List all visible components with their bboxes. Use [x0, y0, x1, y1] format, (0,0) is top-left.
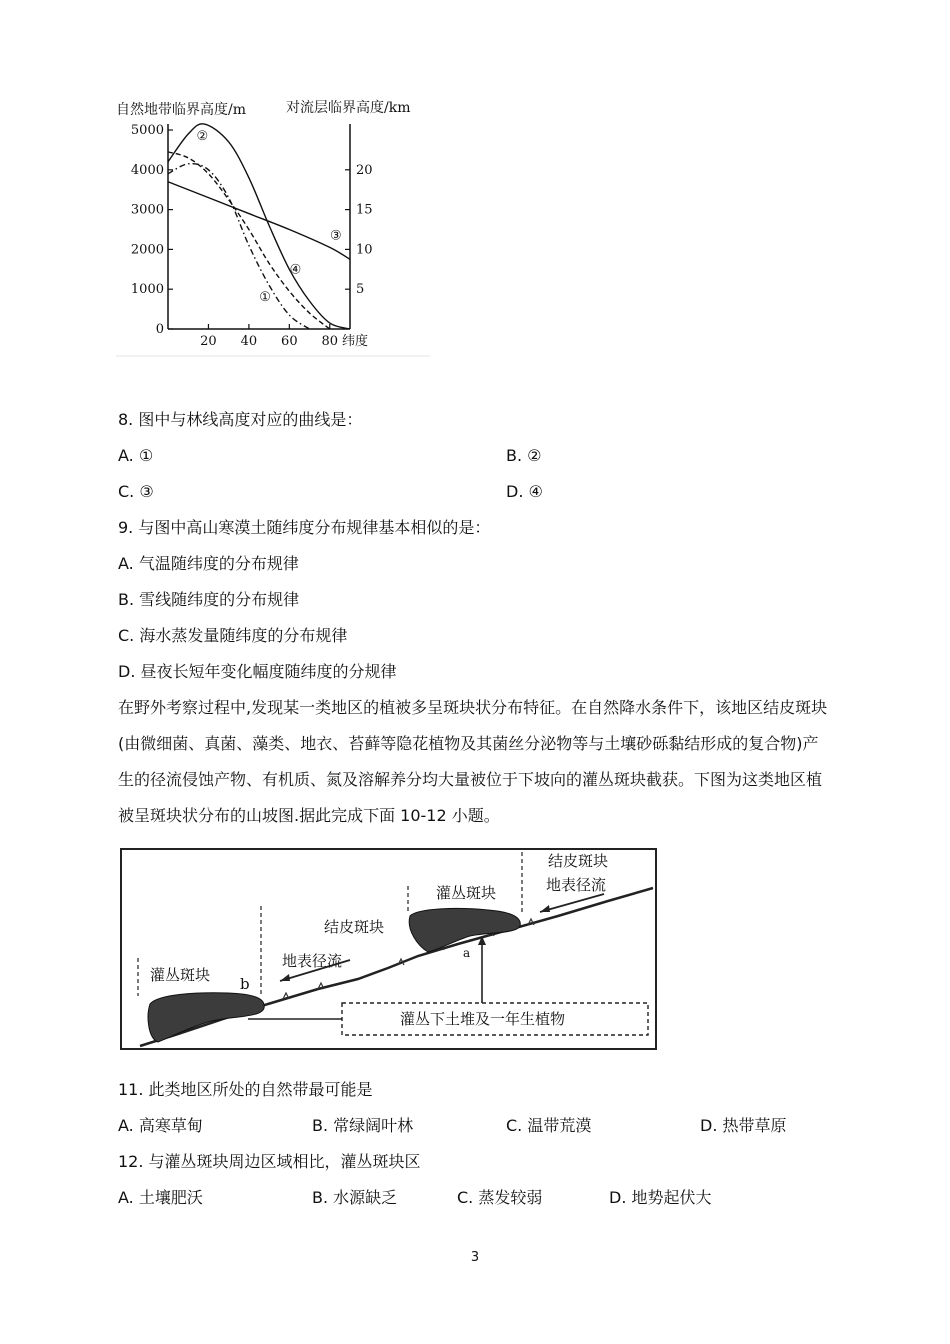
y-left-tick-label: 1000 [130, 282, 164, 298]
y-left-tick-label: 3000 [130, 202, 164, 218]
label-a: a [463, 946, 471, 960]
q11-option-d[interactable]: D. 热带草原 [700, 1116, 787, 1135]
chart-ylabel-right: 对流层临界高度/km [286, 100, 411, 116]
q11-stem: 11. 此类地区所处的自然带最可能是 [118, 1080, 373, 1099]
series-label: ③ [330, 228, 342, 244]
q12-option-c[interactable]: C. 蒸发较弱 [457, 1188, 543, 1207]
passage-text: 在野外考察过程中,发现某一类地区的植被多呈斑块状分布特征。在自然降水条件下，该地区结皮斑块(由微细菌、真菌、藻类、地衣、苔藓等隐花植物及其菌丝分泌物等与土壤砂砾黏结形成的复合物)产生的径流侵蚀产物、有机质、氮及溶解养分均大量被位于下坡向的灌丛斑块截获。下图为这类地区植被呈斑块状分布的山坡图.据此完成下面 10-12 小题。 [118, 698, 828, 825]
x-axis-label: 纬度 [342, 334, 369, 349]
series-label: ④ [289, 262, 302, 278]
label-runoff-right: 地表径流 [546, 876, 607, 894]
y-left-tick-label: 2000 [130, 242, 164, 258]
q11-option-a[interactable]: A. 高寒草甸 [118, 1116, 203, 1135]
q8-option-b[interactable]: B. ② [506, 446, 542, 465]
x-tick-label: 20 [200, 334, 217, 349]
q12-option-b[interactable]: B. 水源缺乏 [312, 1188, 398, 1207]
label-runoff-mid: 地表径流 [282, 952, 343, 970]
y-right-tick-label: 5 [356, 282, 365, 298]
y-right-tick-label: 15 [356, 202, 373, 218]
y-left-tick-label: 4000 [130, 162, 164, 178]
label-crust-right: 结皮斑块 [548, 852, 609, 870]
q9-option-a[interactable]: A. 气温随纬度的分布规律 [118, 554, 299, 573]
y-left-tick-label: 5000 [130, 123, 164, 138]
y-right-tick-label: 20 [356, 162, 373, 178]
chart-ylabel-left: 自然地带临界高度/m [116, 102, 246, 118]
q11-option-b[interactable]: B. 常绿阔叶林 [312, 1116, 414, 1135]
page-number: 3 [470, 1250, 480, 1265]
q9-option-b[interactable]: B. 雪线随纬度的分布规律 [118, 590, 300, 609]
x-tick-label: 60 [281, 334, 298, 349]
q8-option-a[interactable]: A. ① [118, 446, 154, 465]
latitude-height-chart [110, 92, 440, 362]
q8-option-d[interactable]: D. ④ [506, 482, 543, 501]
label-crust-mid: 结皮斑块 [324, 918, 385, 936]
q12-option-d[interactable]: D. 地势起伏大 [609, 1188, 712, 1207]
y-right-tick-label: 10 [356, 242, 373, 258]
series-label: ② [196, 128, 209, 144]
chart-series [168, 124, 350, 329]
x-tick-label: 40 [240, 334, 258, 349]
y-left-tick-label: 0 [155, 322, 164, 337]
series-line-① [168, 164, 310, 329]
label-b: b [240, 975, 250, 993]
q12-stem: 12. 与灌丛斑块周边区域相比，灌丛斑块区 [118, 1152, 421, 1171]
q9-option-c[interactable]: C. 海水蒸发量随纬度的分布规律 [118, 626, 348, 645]
q8-option-c[interactable]: C. ③ [118, 482, 154, 501]
label-mound: 灌丛下土堆及一年生植物 [400, 1010, 566, 1028]
q9-stem: 9. 与图中高山寒漠土随纬度分布规律基本相似的是： [118, 518, 491, 537]
label-shrub-left: 灌丛斑块 [150, 966, 211, 984]
series-label: ① [259, 290, 271, 306]
x-tick-label: 80 [321, 334, 339, 349]
slope-figure [118, 846, 660, 1054]
q9-option-d[interactable]: D. 昼夜长短年变化幅度随纬度的分规律 [118, 662, 397, 681]
q12-option-a[interactable]: A. 土壤肥沃 [118, 1188, 203, 1207]
q11-option-c[interactable]: C. 温带荒漠 [506, 1116, 592, 1135]
label-shrub-right: 灌丛斑块 [436, 884, 497, 902]
q8-stem: 8. 图中与林线高度对应的曲线是： [118, 410, 363, 429]
